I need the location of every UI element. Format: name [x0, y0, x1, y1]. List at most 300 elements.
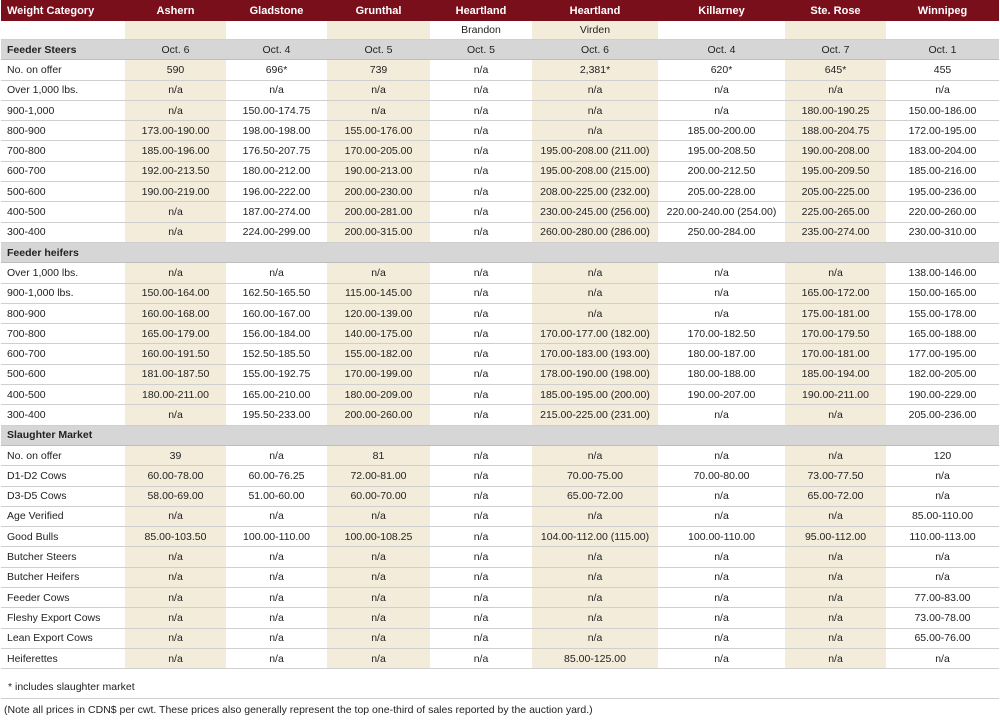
price-cell: 155.00-182.00 — [327, 344, 430, 364]
table-row — [1, 303, 999, 323]
price-cell: 60.00-76.25 — [226, 466, 327, 486]
row-label: 400-500 — [1, 385, 125, 405]
price-cell: n/a — [430, 283, 532, 303]
price-cell: 140.00-175.00 — [327, 324, 430, 344]
sale-date: Oct. 7 — [785, 40, 886, 60]
row-label: 300-400 — [1, 222, 125, 242]
price-cell: n/a — [125, 506, 226, 526]
table-row — [1, 466, 999, 486]
price-cell: n/a — [532, 80, 658, 100]
price-cell: 120 — [886, 445, 999, 465]
price-cell: n/a — [785, 588, 886, 608]
price-cell: 185.00-195.00 (200.00) — [532, 385, 658, 405]
price-cell: 205.00-225.00 — [785, 182, 886, 202]
price-cell: 696* — [226, 60, 327, 80]
price-cell: n/a — [658, 80, 785, 100]
price-cell: 200.00-281.00 — [327, 202, 430, 222]
price-cell: 155.00-178.00 — [886, 303, 999, 323]
price-cell: n/a — [226, 588, 327, 608]
price-cell: n/a — [658, 445, 785, 465]
price-cell: n/a — [226, 628, 327, 648]
price-cell: n/a — [430, 567, 532, 587]
price-cell: n/a — [430, 80, 532, 100]
price-cell: 190.00-208.00 — [785, 141, 886, 161]
price-cell: n/a — [430, 506, 532, 526]
location-subheader-row — [1, 21, 999, 40]
price-note: (Note all prices in CDN$ per cwt. These prices also generally represent the top one-third of sales reported by the auction yard.) — [4, 704, 593, 716]
price-cell: n/a — [430, 202, 532, 222]
subheader-cell — [327, 21, 430, 40]
price-cell: n/a — [658, 303, 785, 323]
table-row — [1, 121, 999, 141]
footnote: * includes slaughter market — [8, 681, 135, 693]
price-cell: 170.00-199.00 — [327, 364, 430, 384]
price-cell: 110.00-113.00 — [886, 527, 999, 547]
table-row — [1, 222, 999, 242]
price-cell: 250.00-284.00 — [658, 222, 785, 242]
price-cell: 187.00-274.00 — [226, 202, 327, 222]
price-cell: n/a — [226, 263, 327, 283]
price-cell: 150.00-174.75 — [226, 100, 327, 120]
price-cell: 620* — [658, 60, 785, 80]
subheader-cell: Virden — [532, 21, 658, 40]
price-cell: n/a — [125, 547, 226, 567]
price-cell: 170.00-179.50 — [785, 324, 886, 344]
price-cell: 100.00-108.25 — [327, 527, 430, 547]
price-cell: n/a — [886, 486, 999, 506]
header-auction-mart: Ashern — [125, 0, 226, 21]
price-cell: 58.00-69.00 — [125, 486, 226, 506]
price-cell: 188.00-204.75 — [785, 121, 886, 141]
row-label: Age Verified — [1, 506, 125, 526]
price-cell: 73.00-77.50 — [785, 466, 886, 486]
header-auction-mart: Heartland — [532, 0, 658, 21]
price-cell: 178.00-190.00 (198.00) — [532, 364, 658, 384]
header-auction-mart: Killarney — [658, 0, 785, 21]
price-cell: 185.00-196.00 — [125, 141, 226, 161]
price-cell: n/a — [327, 547, 430, 567]
price-cell: n/a — [327, 506, 430, 526]
price-cell: n/a — [532, 283, 658, 303]
price-cell: n/a — [886, 648, 999, 668]
price-cell: n/a — [125, 222, 226, 242]
price-cell: n/a — [658, 588, 785, 608]
price-cell: n/a — [430, 466, 532, 486]
price-cell: 173.00-190.00 — [125, 121, 226, 141]
row-label: 600-700 — [1, 344, 125, 364]
price-cell: 156.00-184.00 — [226, 324, 327, 344]
table-row — [1, 324, 999, 344]
price-cell: 65.00-76.00 — [886, 628, 999, 648]
price-cell: n/a — [430, 324, 532, 344]
price-cell: n/a — [327, 567, 430, 587]
price-cell: 181.00-187.50 — [125, 364, 226, 384]
sale-date: Oct. 6 — [125, 40, 226, 60]
price-cell: n/a — [430, 385, 532, 405]
price-cell: n/a — [430, 628, 532, 648]
price-cell: 180.00-187.00 — [658, 344, 785, 364]
price-cell: 162.50-165.50 — [226, 283, 327, 303]
sale-date: Oct. 4 — [658, 40, 785, 60]
price-cell: n/a — [785, 80, 886, 100]
price-cell: 195.00-208.50 — [658, 141, 785, 161]
price-cell: 150.00-165.00 — [886, 283, 999, 303]
price-cell: 196.00-222.00 — [226, 182, 327, 202]
table-row — [1, 182, 999, 202]
price-cell: n/a — [532, 567, 658, 587]
row-label: 300-400 — [1, 405, 125, 425]
price-cell: 172.00-195.00 — [886, 121, 999, 141]
price-cell: 230.00-310.00 — [886, 222, 999, 242]
table-row — [1, 263, 999, 283]
price-cell: n/a — [532, 445, 658, 465]
price-cell: 190.00-211.00 — [785, 385, 886, 405]
price-cell: n/a — [785, 608, 886, 628]
price-cell: 165.00-210.00 — [226, 385, 327, 405]
row-label: Heiferettes — [1, 648, 125, 668]
price-cell: 170.00-182.50 — [658, 324, 785, 344]
price-cell: 180.00-188.00 — [658, 364, 785, 384]
row-label: 800-900 — [1, 121, 125, 141]
price-cell: 100.00-110.00 — [226, 527, 327, 547]
price-cell: n/a — [327, 608, 430, 628]
price-cell: n/a — [532, 303, 658, 323]
row-label: Good Bulls — [1, 527, 125, 547]
price-cell: 104.00-112.00 (115.00) — [532, 527, 658, 547]
price-cell: 205.00-228.00 — [658, 182, 785, 202]
price-cell: n/a — [532, 506, 658, 526]
price-cell: n/a — [125, 567, 226, 587]
price-cell: 200.00-315.00 — [327, 222, 430, 242]
price-cell: 115.00-145.00 — [327, 283, 430, 303]
table-row — [1, 405, 999, 425]
table-row — [1, 60, 999, 80]
price-cell: 225.00-265.00 — [785, 202, 886, 222]
price-cell: 183.00-204.00 — [886, 141, 999, 161]
price-cell: 85.00-103.50 — [125, 527, 226, 547]
price-cell: n/a — [430, 344, 532, 364]
price-cell: n/a — [430, 121, 532, 141]
price-cell: 220.00-240.00 (254.00) — [658, 202, 785, 222]
price-cell: 51.00-60.00 — [226, 486, 327, 506]
price-cell: n/a — [226, 445, 327, 465]
price-cell: 220.00-260.00 — [886, 202, 999, 222]
section-row — [1, 40, 999, 60]
price-cell: 165.00-179.00 — [125, 324, 226, 344]
price-cell: n/a — [430, 303, 532, 323]
subheader-cell — [226, 21, 327, 40]
price-cell: n/a — [125, 405, 226, 425]
subheader-cell — [1, 21, 125, 40]
price-cell: 180.00-190.25 — [785, 100, 886, 120]
price-cell: n/a — [785, 405, 886, 425]
table-row — [1, 202, 999, 222]
price-cell: n/a — [658, 608, 785, 628]
price-cell: 200.00-212.50 — [658, 161, 785, 181]
price-cell: 185.00-216.00 — [886, 161, 999, 181]
price-cell: 95.00-112.00 — [785, 527, 886, 547]
price-cell: 260.00-280.00 (286.00) — [532, 222, 658, 242]
sale-date: Oct. 4 — [226, 40, 327, 60]
table-row — [1, 445, 999, 465]
price-table — [1, 0, 999, 669]
price-cell: n/a — [125, 608, 226, 628]
row-label: D3-D5 Cows — [1, 486, 125, 506]
price-cell: n/a — [430, 608, 532, 628]
price-cell: 73.00-78.00 — [886, 608, 999, 628]
price-cell: 85.00-125.00 — [532, 648, 658, 668]
price-cell: n/a — [658, 486, 785, 506]
row-label: 900-1,000 lbs. — [1, 283, 125, 303]
price-cell: 152.50-185.50 — [226, 344, 327, 364]
price-cell: 70.00-75.00 — [532, 466, 658, 486]
section-title: Feeder Steers — [1, 40, 125, 60]
price-cell: 170.00-205.00 — [327, 141, 430, 161]
price-cell: n/a — [886, 547, 999, 567]
price-cell: 160.00-167.00 — [226, 303, 327, 323]
price-cell: n/a — [430, 222, 532, 242]
price-cell: n/a — [430, 588, 532, 608]
price-cell: n/a — [125, 263, 226, 283]
price-cell: n/a — [785, 263, 886, 283]
price-cell: n/a — [658, 405, 785, 425]
price-cell: n/a — [125, 100, 226, 120]
section-row — [1, 242, 999, 262]
price-cell: n/a — [226, 547, 327, 567]
header-auction-mart: Winnipeg — [886, 0, 999, 21]
row-label: Lean Export Cows — [1, 628, 125, 648]
table-row — [1, 648, 999, 668]
price-cell: n/a — [327, 588, 430, 608]
price-cell: 215.00-225.00 (231.00) — [532, 405, 658, 425]
price-cell: n/a — [327, 100, 430, 120]
subheader-cell — [658, 21, 785, 40]
price-cell: 77.00-83.00 — [886, 588, 999, 608]
price-cell: n/a — [430, 527, 532, 547]
subheader-cell — [785, 21, 886, 40]
price-cell: 230.00-245.00 (256.00) — [532, 202, 658, 222]
table-row — [1, 628, 999, 648]
price-cell: 2,381* — [532, 60, 658, 80]
price-cell: 182.00-205.00 — [886, 364, 999, 384]
price-cell: 195.00-209.50 — [785, 161, 886, 181]
price-cell: 190.00-229.00 — [886, 385, 999, 405]
table-row — [1, 364, 999, 384]
price-cell: n/a — [226, 80, 327, 100]
subheader-cell — [886, 21, 999, 40]
price-cell: n/a — [658, 506, 785, 526]
price-cell: n/a — [226, 567, 327, 587]
price-cell: 81 — [327, 445, 430, 465]
price-cell: n/a — [658, 547, 785, 567]
price-cell: 205.00-236.00 — [886, 405, 999, 425]
table-row — [1, 100, 999, 120]
price-cell: n/a — [430, 648, 532, 668]
price-cell: n/a — [430, 100, 532, 120]
price-cell: n/a — [658, 100, 785, 120]
price-cell: n/a — [886, 466, 999, 486]
header-auction-mart: Gladstone — [226, 0, 327, 21]
price-cell: n/a — [125, 588, 226, 608]
price-cell: 72.00-81.00 — [327, 466, 430, 486]
price-cell: n/a — [658, 648, 785, 668]
price-cell: 190.00-219.00 — [125, 182, 226, 202]
table-row — [1, 385, 999, 405]
price-cell: 100.00-110.00 — [658, 527, 785, 547]
price-cell: 195.00-236.00 — [886, 182, 999, 202]
row-label: Butcher Heifers — [1, 567, 125, 587]
price-cell: n/a — [430, 60, 532, 80]
price-cell: 65.00-72.00 — [532, 486, 658, 506]
price-cell: 185.00-200.00 — [658, 121, 785, 141]
price-cell: n/a — [430, 161, 532, 181]
price-cell: 155.00-176.00 — [327, 121, 430, 141]
price-cell: 160.00-168.00 — [125, 303, 226, 323]
table-row — [1, 486, 999, 506]
price-cell: n/a — [532, 588, 658, 608]
sale-date: Oct. 6 — [532, 40, 658, 60]
price-cell: 190.00-207.00 — [658, 385, 785, 405]
price-cell: 65.00-72.00 — [785, 486, 886, 506]
price-cell: n/a — [785, 628, 886, 648]
price-cell: 180.00-212.00 — [226, 161, 327, 181]
price-cell: n/a — [125, 628, 226, 648]
price-cell: n/a — [430, 445, 532, 465]
price-cell: 235.00-274.00 — [785, 222, 886, 242]
price-cell: n/a — [785, 567, 886, 587]
price-cell: n/a — [327, 648, 430, 668]
sale-date: Oct. 5 — [327, 40, 430, 60]
price-cell: 170.00-181.00 — [785, 344, 886, 364]
price-cell: 85.00-110.00 — [886, 506, 999, 526]
price-cell: n/a — [226, 648, 327, 668]
price-cell: n/a — [125, 80, 226, 100]
price-cell: 200.00-230.00 — [327, 182, 430, 202]
price-cell: n/a — [430, 547, 532, 567]
table-row — [1, 547, 999, 567]
price-cell: 590 — [125, 60, 226, 80]
price-cell: 176.50-207.75 — [226, 141, 327, 161]
row-label: No. on offer — [1, 60, 125, 80]
price-cell: 739 — [327, 60, 430, 80]
price-cell: 165.00-172.00 — [785, 283, 886, 303]
table-row — [1, 527, 999, 547]
divider — [1, 698, 999, 699]
price-cell: n/a — [785, 547, 886, 567]
price-cell: 180.00-209.00 — [327, 385, 430, 405]
price-cell: n/a — [658, 628, 785, 648]
table-row — [1, 344, 999, 364]
price-cell: 120.00-139.00 — [327, 303, 430, 323]
row-label: D1-D2 Cows — [1, 466, 125, 486]
price-cell: 138.00-146.00 — [886, 263, 999, 283]
price-cell: 180.00-211.00 — [125, 385, 226, 405]
price-cell: 192.00-213.50 — [125, 161, 226, 181]
price-cell: 170.00-177.00 (182.00) — [532, 324, 658, 344]
price-cell: n/a — [785, 445, 886, 465]
price-cell: n/a — [430, 364, 532, 384]
price-cell: n/a — [327, 80, 430, 100]
header-auction-mart: Heartland — [430, 0, 532, 21]
price-cell: n/a — [886, 80, 999, 100]
price-cell: 224.00-299.00 — [226, 222, 327, 242]
table-row — [1, 506, 999, 526]
price-cell: 150.00-164.00 — [125, 283, 226, 303]
row-label: No. on offer — [1, 445, 125, 465]
price-cell: 455 — [886, 60, 999, 80]
price-cell: n/a — [226, 506, 327, 526]
price-cell: n/a — [327, 628, 430, 648]
price-cell: 200.00-260.00 — [327, 405, 430, 425]
price-cell: n/a — [658, 567, 785, 587]
table-row — [1, 141, 999, 161]
sale-date: Oct. 1 — [886, 40, 999, 60]
table-row — [1, 608, 999, 628]
price-cell: n/a — [125, 202, 226, 222]
price-cell: n/a — [532, 628, 658, 648]
price-cell: 645* — [785, 60, 886, 80]
row-label: 800-900 — [1, 303, 125, 323]
price-cell: 60.00-78.00 — [125, 466, 226, 486]
row-label: 500-600 — [1, 364, 125, 384]
price-cell: n/a — [785, 506, 886, 526]
price-cell: 198.00-198.00 — [226, 121, 327, 141]
price-cell: 185.00-194.00 — [785, 364, 886, 384]
price-cell: n/a — [785, 648, 886, 668]
row-label: 700-800 — [1, 141, 125, 161]
table-row — [1, 80, 999, 100]
price-cell: 195.50-233.00 — [226, 405, 327, 425]
price-cell: 177.00-195.00 — [886, 344, 999, 364]
price-cell: n/a — [658, 263, 785, 283]
row-label: 400-500 — [1, 202, 125, 222]
price-cell: 150.00-186.00 — [886, 100, 999, 120]
price-cell: 175.00-181.00 — [785, 303, 886, 323]
price-cell: n/a — [532, 263, 658, 283]
price-cell: n/a — [532, 121, 658, 141]
price-cell: 155.00-192.75 — [226, 364, 327, 384]
header-auction-mart: Grunthal — [327, 0, 430, 21]
row-label: Over 1,000 lbs. — [1, 80, 125, 100]
price-cell: n/a — [886, 567, 999, 587]
price-cell: n/a — [430, 486, 532, 506]
price-cell: 190.00-213.00 — [327, 161, 430, 181]
subheader-cell: Brandon — [430, 21, 532, 40]
price-cell: n/a — [658, 283, 785, 303]
table-row — [1, 161, 999, 181]
price-cell: n/a — [532, 608, 658, 628]
header-auction-mart: Ste. Rose — [785, 0, 886, 21]
row-label: 600-700 — [1, 161, 125, 181]
row-label: Fleshy Export Cows — [1, 608, 125, 628]
header-row — [1, 0, 999, 21]
row-label: Over 1,000 lbs. — [1, 263, 125, 283]
header-weight-category: Weight Category — [1, 0, 125, 21]
price-cell: 160.00-191.50 — [125, 344, 226, 364]
row-label: 700-800 — [1, 324, 125, 344]
price-cell: n/a — [430, 263, 532, 283]
price-cell: n/a — [430, 141, 532, 161]
price-cell: 195.00-208.00 (215.00) — [532, 161, 658, 181]
row-label: 500-600 — [1, 182, 125, 202]
price-cell: n/a — [430, 405, 532, 425]
table-row — [1, 283, 999, 303]
price-cell: 208.00-225.00 (232.00) — [532, 182, 658, 202]
price-cell: n/a — [532, 547, 658, 567]
table-row — [1, 588, 999, 608]
row-label: Feeder Cows — [1, 588, 125, 608]
section-title: Slaughter Market — [1, 425, 999, 445]
